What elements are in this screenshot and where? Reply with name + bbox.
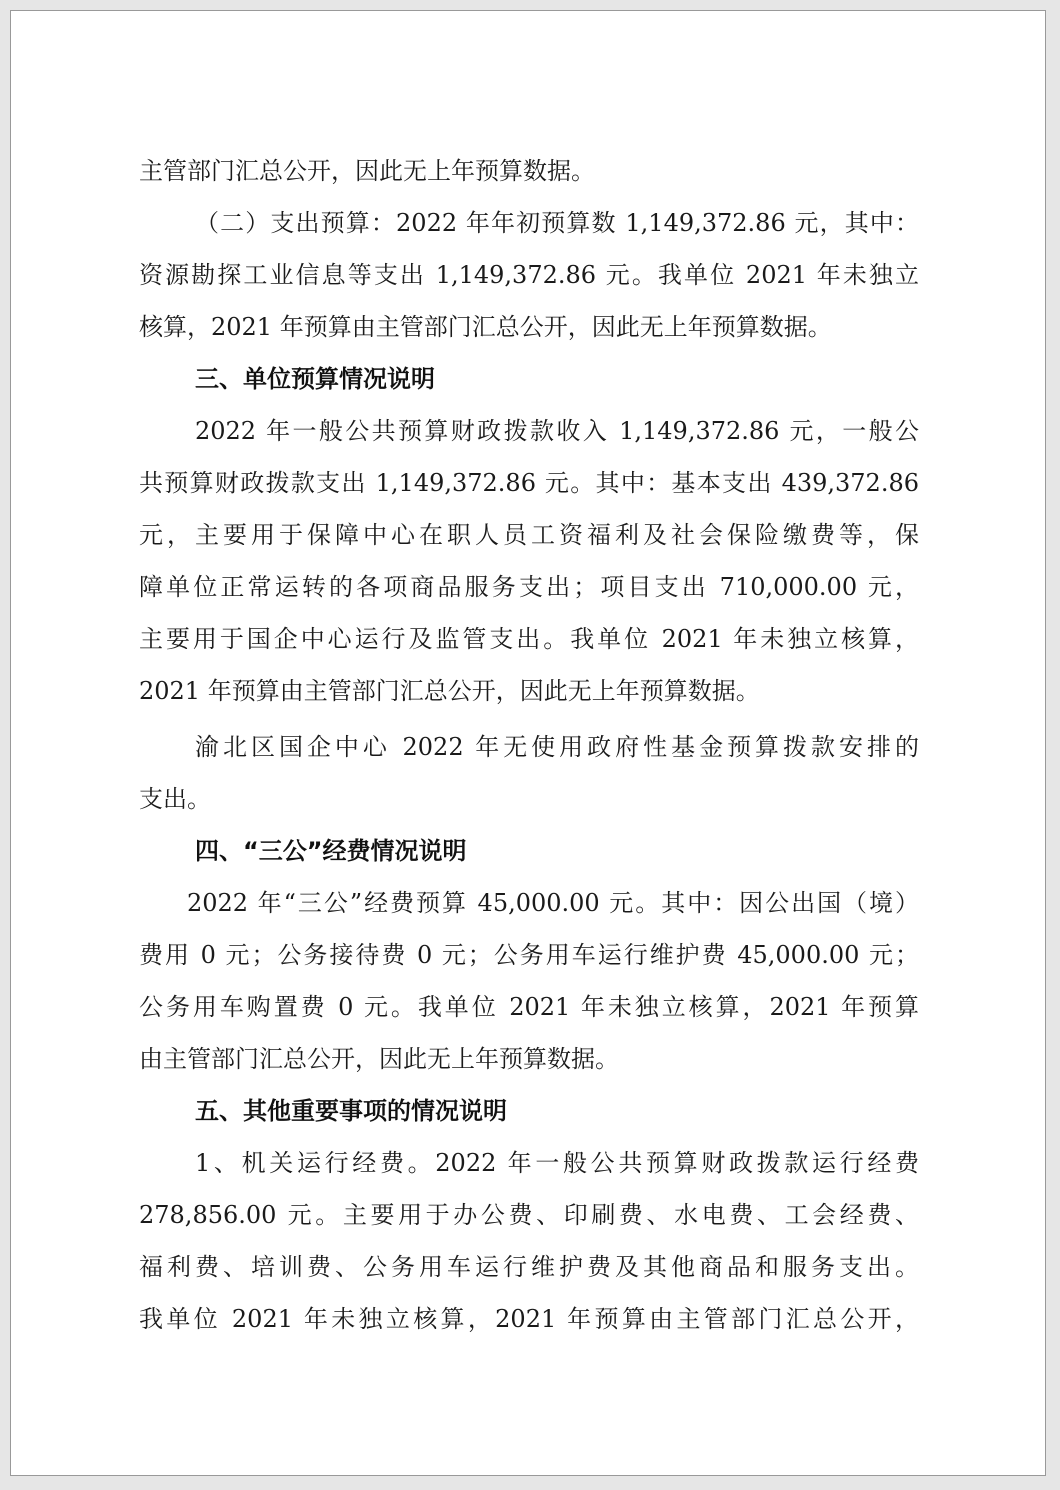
paragraph-line: （二）支出预算：2022 年年初预算数 1,149,372.86 元，其中： <box>195 209 919 237</box>
paragraph-line: 共预算财政拨款支出 1,149,372.86 元。其中：基本支出 439,372.86 <box>139 469 919 497</box>
paragraph-line: 2022 年一般公共预算财政拨款收入 1,149,372.86 元，一般公 <box>195 417 919 445</box>
paragraph-line: 福利费、培训费、公务用车运行维护费及其他商品和服务支出。 <box>139 1253 919 1281</box>
paragraph-line: 公务用车购置费 0 元。我单位 2021 年未独立核算，2021 年预算 <box>139 993 919 1021</box>
section-heading: 五、其他重要事项的情况说明 <box>195 1097 507 1125</box>
paragraph-line: 1、机关运行经费。2022 年一般公共预算财政拨款运行经费 <box>195 1149 919 1177</box>
section-heading: 三、单位预算情况说明 <box>195 365 435 393</box>
paragraph-line: 由主管部门汇总公开，因此无上年预算数据。 <box>139 1045 619 1073</box>
paragraph-line: 障单位正常运转的各项商品服务支出；项目支出 710,000.00 元， <box>139 573 919 601</box>
paragraph-line: 费用 0 元；公务接待费 0 元；公务用车运行维护费 45,000.00 元； <box>139 941 919 969</box>
paragraph-line: 资源勘探工业信息等支出 1,149,372.86 元。我单位 2021 年未独立 <box>139 261 919 289</box>
paragraph-line: 主要用于国企中心运行及监管支出。我单位 2021 年未独立核算， <box>139 625 919 653</box>
document-page <box>10 10 1046 1476</box>
paragraph-line: 支出。 <box>139 785 211 813</box>
paragraph-line: 渝北区国企中心 2022 年无使用政府性基金预算拨款安排的 <box>195 733 919 761</box>
paragraph-line: 元，主要用于保障中心在职人员工资福利及社会保险缴费等，保 <box>139 521 919 549</box>
paragraph-line: 2022 年“三公”经费预算 45,000.00 元。其中：因公出国（境） <box>187 889 919 917</box>
paragraph-line: 我单位 2021 年未独立核算，2021 年预算由主管部门汇总公开， <box>139 1305 919 1333</box>
section-heading: 四、“三公”经费情况说明 <box>195 837 467 865</box>
paragraph-line: 2021 年预算由主管部门汇总公开，因此无上年预算数据。 <box>139 677 760 705</box>
paragraph-line: 核算，2021 年预算由主管部门汇总公开，因此无上年预算数据。 <box>139 313 832 341</box>
paragraph-line: 278,856.00 元。主要用于办公费、印刷费、水电费、工会经费、 <box>139 1201 919 1229</box>
paragraph-line: 主管部门汇总公开，因此无上年预算数据。 <box>139 157 595 185</box>
